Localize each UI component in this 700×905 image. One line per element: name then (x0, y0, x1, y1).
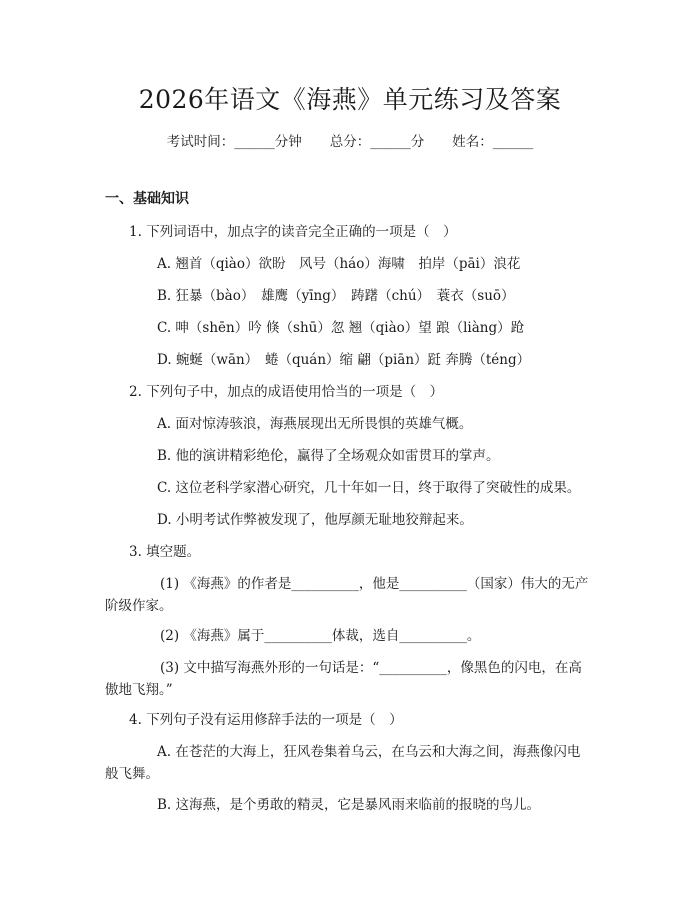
question-4-stem: 4. 下列句子没有运用修辞手法的一项是（ ） (129, 712, 403, 728)
question-4-option-b: B. 这海燕，是个勇敢的精灵，它是暴风雨来临前的报晓的鸟儿。 (157, 797, 541, 813)
question-1-option-b: B. 狂暴（bào） 雄鹰（yīng） 踌躇（chú） 蓑衣（suō） (157, 288, 515, 304)
exam-time: 考试时间：______分钟 (166, 134, 302, 150)
question-3-item-3-continued: 傲地飞翔。” (105, 682, 173, 698)
section-heading: 一、基础知识 (105, 191, 189, 207)
question-2-option-a: A. 面对惊涛骇浪，海燕展现出无所畏惧的英雄气概。 (157, 416, 473, 432)
question-3-item-1: (1) 《海燕》的作者是__________，他是__________（国家）伟大的无产 (160, 576, 589, 592)
question-2-option-c: C. 这位老科学家潜心研究，几十年如一日，终于取得了突破性的成果。 (157, 480, 581, 496)
question-3-item-1-continued: 阶级作家。 (105, 598, 173, 614)
student-name: 姓名：______ (452, 134, 534, 150)
question-2-stem: 2. 下列句子中，加点的成语使用恰当的一项是（ ） (129, 384, 444, 400)
exam-info (0, 130, 700, 150)
question-1-option-a: A. 翘首（qiào）欲盼 风号（háo）海啸 拍岸（pāi）浪花 (157, 256, 521, 272)
question-3-item-2: (2) 《海燕》属于__________体裁，选自__________。 (160, 628, 481, 644)
document-title: 2026年语文《海燕》单元练习及答案 (138, 85, 562, 114)
question-2-option-d: D. 小明考试作弊被发现了，他厚颜无耻地狡辩起来。 (157, 512, 473, 528)
question-4-option-a-continued: 般飞舞。 (105, 766, 159, 782)
question-4-option-a: A. 在苍茫的大海上，狂风卷集着乌云，在乌云和大海之间，海燕像闪电 (157, 744, 581, 760)
question-3-stem: 3. 填空题。 (129, 544, 201, 560)
exam-score: 总分：______分 (329, 134, 425, 150)
question-1-option-c: C. 呻（shēn）吟 倏（shū）忽 翘（qiào）望 踉（liàng）跄 (157, 320, 525, 336)
question-1-stem: 1. 下列词语中，加点字的读音完全正确的一项是（ ） (129, 224, 457, 240)
question-3-item-3: (3) 文中描写海燕外形的一句话是：“__________，像黑色的闪电，在高 (160, 660, 582, 676)
question-2-option-b: B. 他的演讲精彩绝伦，赢得了全场观众如雷贯耳的掌声。 (157, 448, 500, 464)
question-1-option-d: D. 蜿蜒（wān） 蜷（quán）缩 翩（piān）跹 奔腾（téng） (157, 352, 531, 368)
